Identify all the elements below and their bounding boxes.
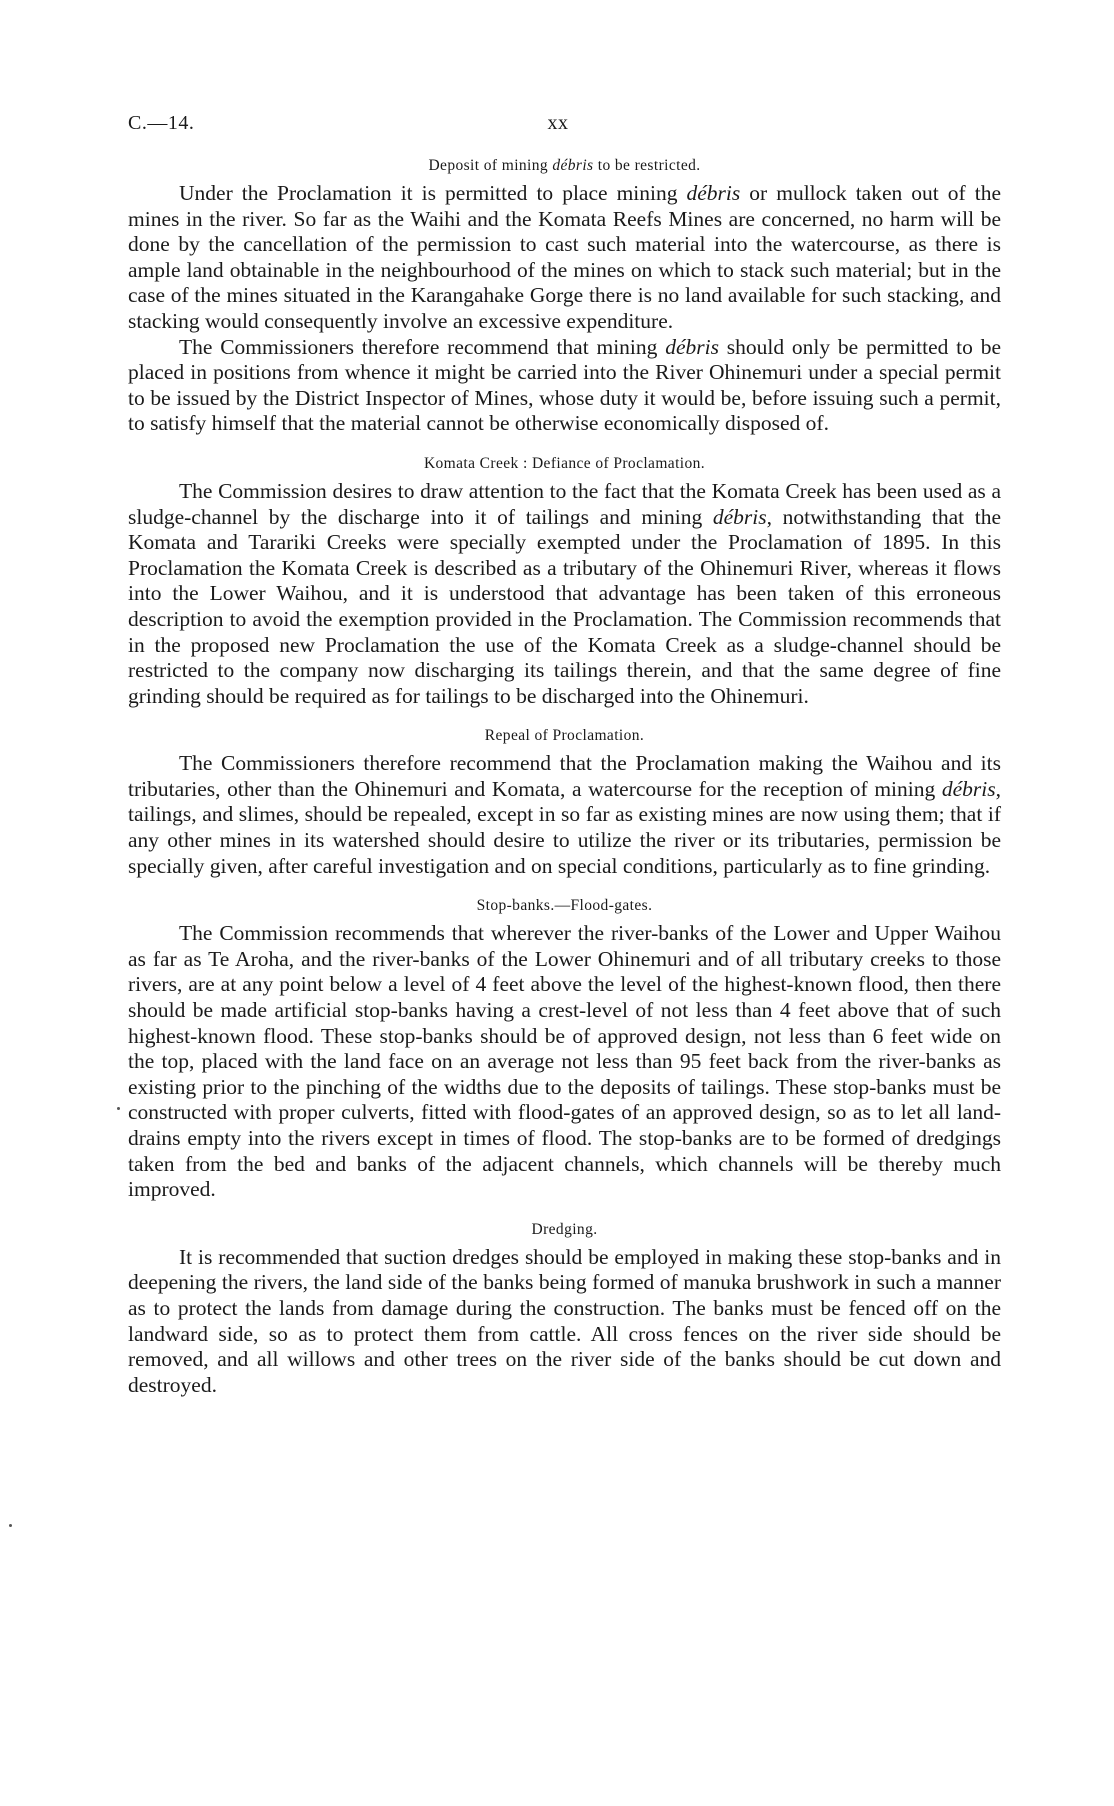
- paragraph: The Commissioners therefore recommend that mining débris should only be permitted to be placed in positions from whence it might be carried into the River Ohinemuri under a special permit to be issued by the District Inspector of Mines, whose duty it would be, before issuing such a permit, to satisfy himself that the material cannot be otherwise economically disposed of.: [128, 334, 1001, 436]
- scan-speck: [117, 1107, 120, 1110]
- italic-term: débris: [712, 504, 767, 529]
- section-heading-stop-banks: Stop-banks.—Flood-gates.: [476, 897, 653, 915]
- section-heading-mining-debris: Deposit of mining débris to be restricted.: [428, 157, 701, 174]
- italic-term: débris: [941, 776, 996, 801]
- document-body: [128, 155, 1001, 1398]
- paragraph: Under the Proclamation it is permitted to place mining débris or mullock taken out of the mines in the river. So far as the Waihi and the Komata Reefs Mines are concerned, no harm will be done by the cancellation of the permission to cast such material into the watercourse, as there is ample land obtainable in the neighbourhood of the mines on which to stack such material; but in the case of the mines situated in the Karangahake Gorge there is no land available for such stacking, and stacking would consequently involve an excessive expenditure.: [128, 181, 1001, 333]
- section-heading-komata-creek: Komata Creek : Defiance of Proclamation.: [423, 454, 706, 472]
- italic-term: débris: [686, 181, 741, 205]
- italic-term: débris: [665, 334, 719, 359]
- section-heading-dredging: Dredging.: [531, 1220, 598, 1238]
- section-heading-repeal: Repeal of Proclamation.: [484, 727, 645, 745]
- scan-speck: [9, 1524, 12, 1527]
- page-number: xx: [547, 112, 569, 134]
- parliamentary-paper-reference: C.—14.: [128, 112, 195, 134]
- paragraph: The Commissioners therefore recommend that the Proclamation making the Waihou and its tributaries, other than the Ohinemuri and Komata, a watercourse for the reception of mining débris, tailings, and slimes, should be repealed, except in so far as existing mines are now using them; that if any other mines in its watershed should desire to utilize the river or its tributaries, permission be specially given, after careful investigation and on special conditions, particularly as to fine grinding.: [128, 751, 1001, 878]
- paragraph: The Commission recommends that wherever the river-banks of the Lower and Upper Waihou as far as Te Aroha, and the river-banks of the Lower Ohinemuri and of all tributary creeks to those rivers, are at any point below a level of 4 feet above the level of the highest-known flood, then there should be made artificial stop-banks having a crest-level of not less than 4 feet above that of such highest-known flood. These stop-banks should be of approved design, not less than 6 feet wide on the top, placed with the land face on an average not less than 95 feet back from the river-banks as existing prior to the pinching of the widths due to the deposits of tailings. These stop-banks must be constructed with proper culverts, fitted with flood-gates of an approved design, so as to let all land-drains empty into the rivers except in times of flood. The stop-banks are to be formed of dredgings taken from the bed and banks of the adjacent channels, which channels will be thereby much improved.: [128, 921, 1001, 1202]
- paragraph: The Commission desires to draw attention to the fact that the Komata Creek has been used as a sludge-channel by the discharge into it of tailings and mining débris, notwithstanding that the Komata and Tarariki Creeks were specially exempted under the Proclamation of 1895. In this Proclamation the Komata Creek is described as a tributary of the Ohinemuri River, whereas it flows into the Lower Waihou, and it is understood that advantage has been taken of this erroneous description to avoid the exemption provided in the Proclamation. The Commission recommends that in the proposed new Proclamation the use of the Komata Creek as a sludge-channel should be restricted to the company now discharging its tailings therein, and that the same degree of fine grinding should be required as for tailings to be discharged into the Ohinemuri.: [128, 478, 1001, 708]
- paragraph: It is recommended that suction dredges should be employed in making these stop-banks and in deepening the rivers, the land side of the banks being formed of manuka brushwork in such a manner as to protect the lands from damage during the construction. The banks must be fenced off on the landward side, so as to protect them from cattle. All cross fences on the river side should be removed, and all willows and other trees on the river side of the banks should be cut down and destroyed.: [128, 1244, 1001, 1397]
